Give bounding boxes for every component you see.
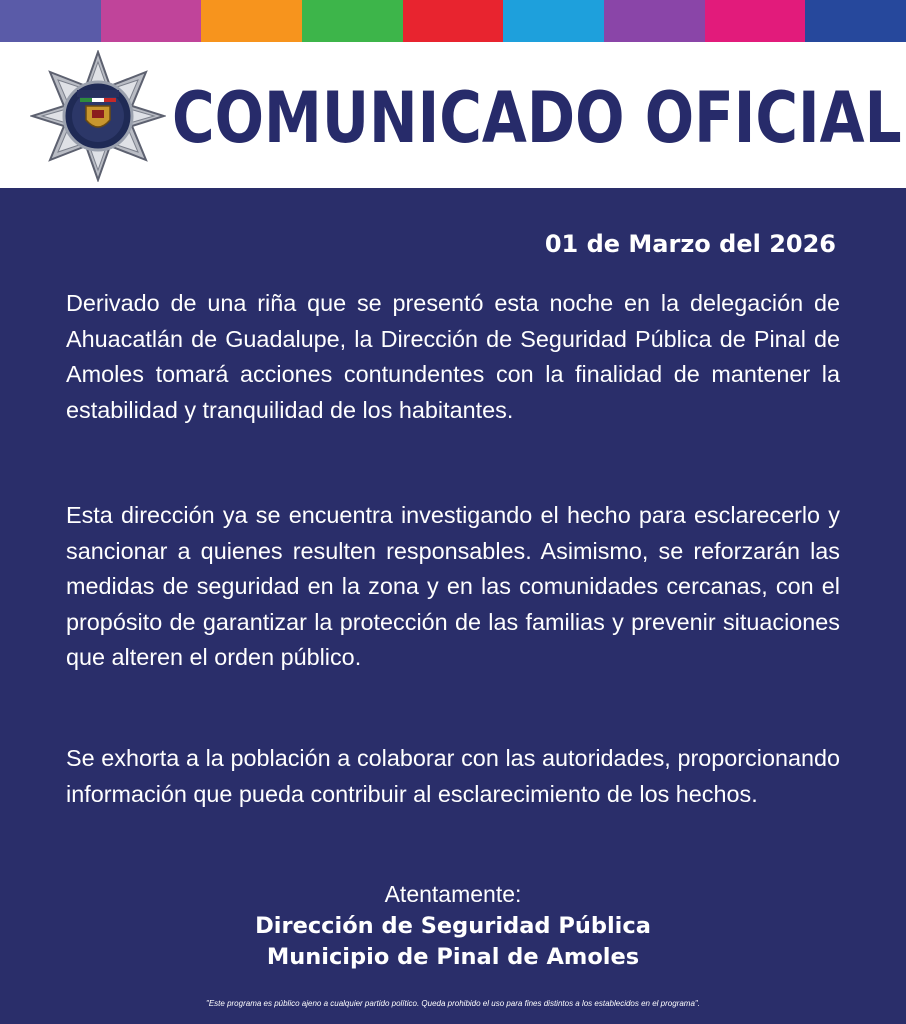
communique-date: 01 de Marzo del 2026 — [544, 230, 836, 258]
stripe-segment — [201, 0, 302, 42]
header-band — [0, 42, 906, 188]
paragraph-2: Esta dirección ya se encuentra investigando el hecho para esclarecerlo y sancionar a quienes resulten responsables. Asimismo, se reforzarán las medidas de seguridad en la zona y en las comunidades cercanas, con el propósito de garantizar la protección de las familias y prevenir situaciones que alteren el orden público. — [66, 502, 840, 671]
disclaimer-text: "Este programa es público ajeno a cualquier partido político. Queda prohibido el uso para fines distintos a los establecidos en el programa". — [206, 999, 700, 1008]
stripe-segment — [705, 0, 806, 42]
stripe-segment — [403, 0, 504, 42]
stripe-segment — [805, 0, 906, 42]
closing-organization: Dirección de Seguridad Pública — [255, 913, 651, 939]
closing-municipality: Municipio de Pinal de Amoles — [266, 944, 640, 970]
stripe-segment — [604, 0, 705, 42]
police-badge-icon — [30, 50, 166, 182]
stripe-segment — [0, 0, 101, 42]
main-content — [0, 188, 906, 1024]
stripe-segment — [503, 0, 604, 42]
paragraph-1: Derivado de una riña que se presentó esta noche en la delegación de Ahuacatlán de Guadalupe, la Dirección de Seguridad Pública de Pinal de Amoles tomará acciones contundentes con la finalidad de mantener la estabilidad y tranquilidad de los habitantes. — [66, 290, 840, 423]
color-stripe-bar — [0, 0, 906, 42]
closing-label: Atentamente: — [384, 881, 522, 907]
page-title: COMUNICADO OFICIAL — [172, 77, 902, 159]
stripe-segment — [101, 0, 202, 42]
paragraph-3: Se exhorta a la población a colaborar con las autoridades, proporcionando información que pueda contribuir al esclarecimiento de los hechos. — [66, 745, 840, 807]
stripe-segment — [302, 0, 403, 42]
